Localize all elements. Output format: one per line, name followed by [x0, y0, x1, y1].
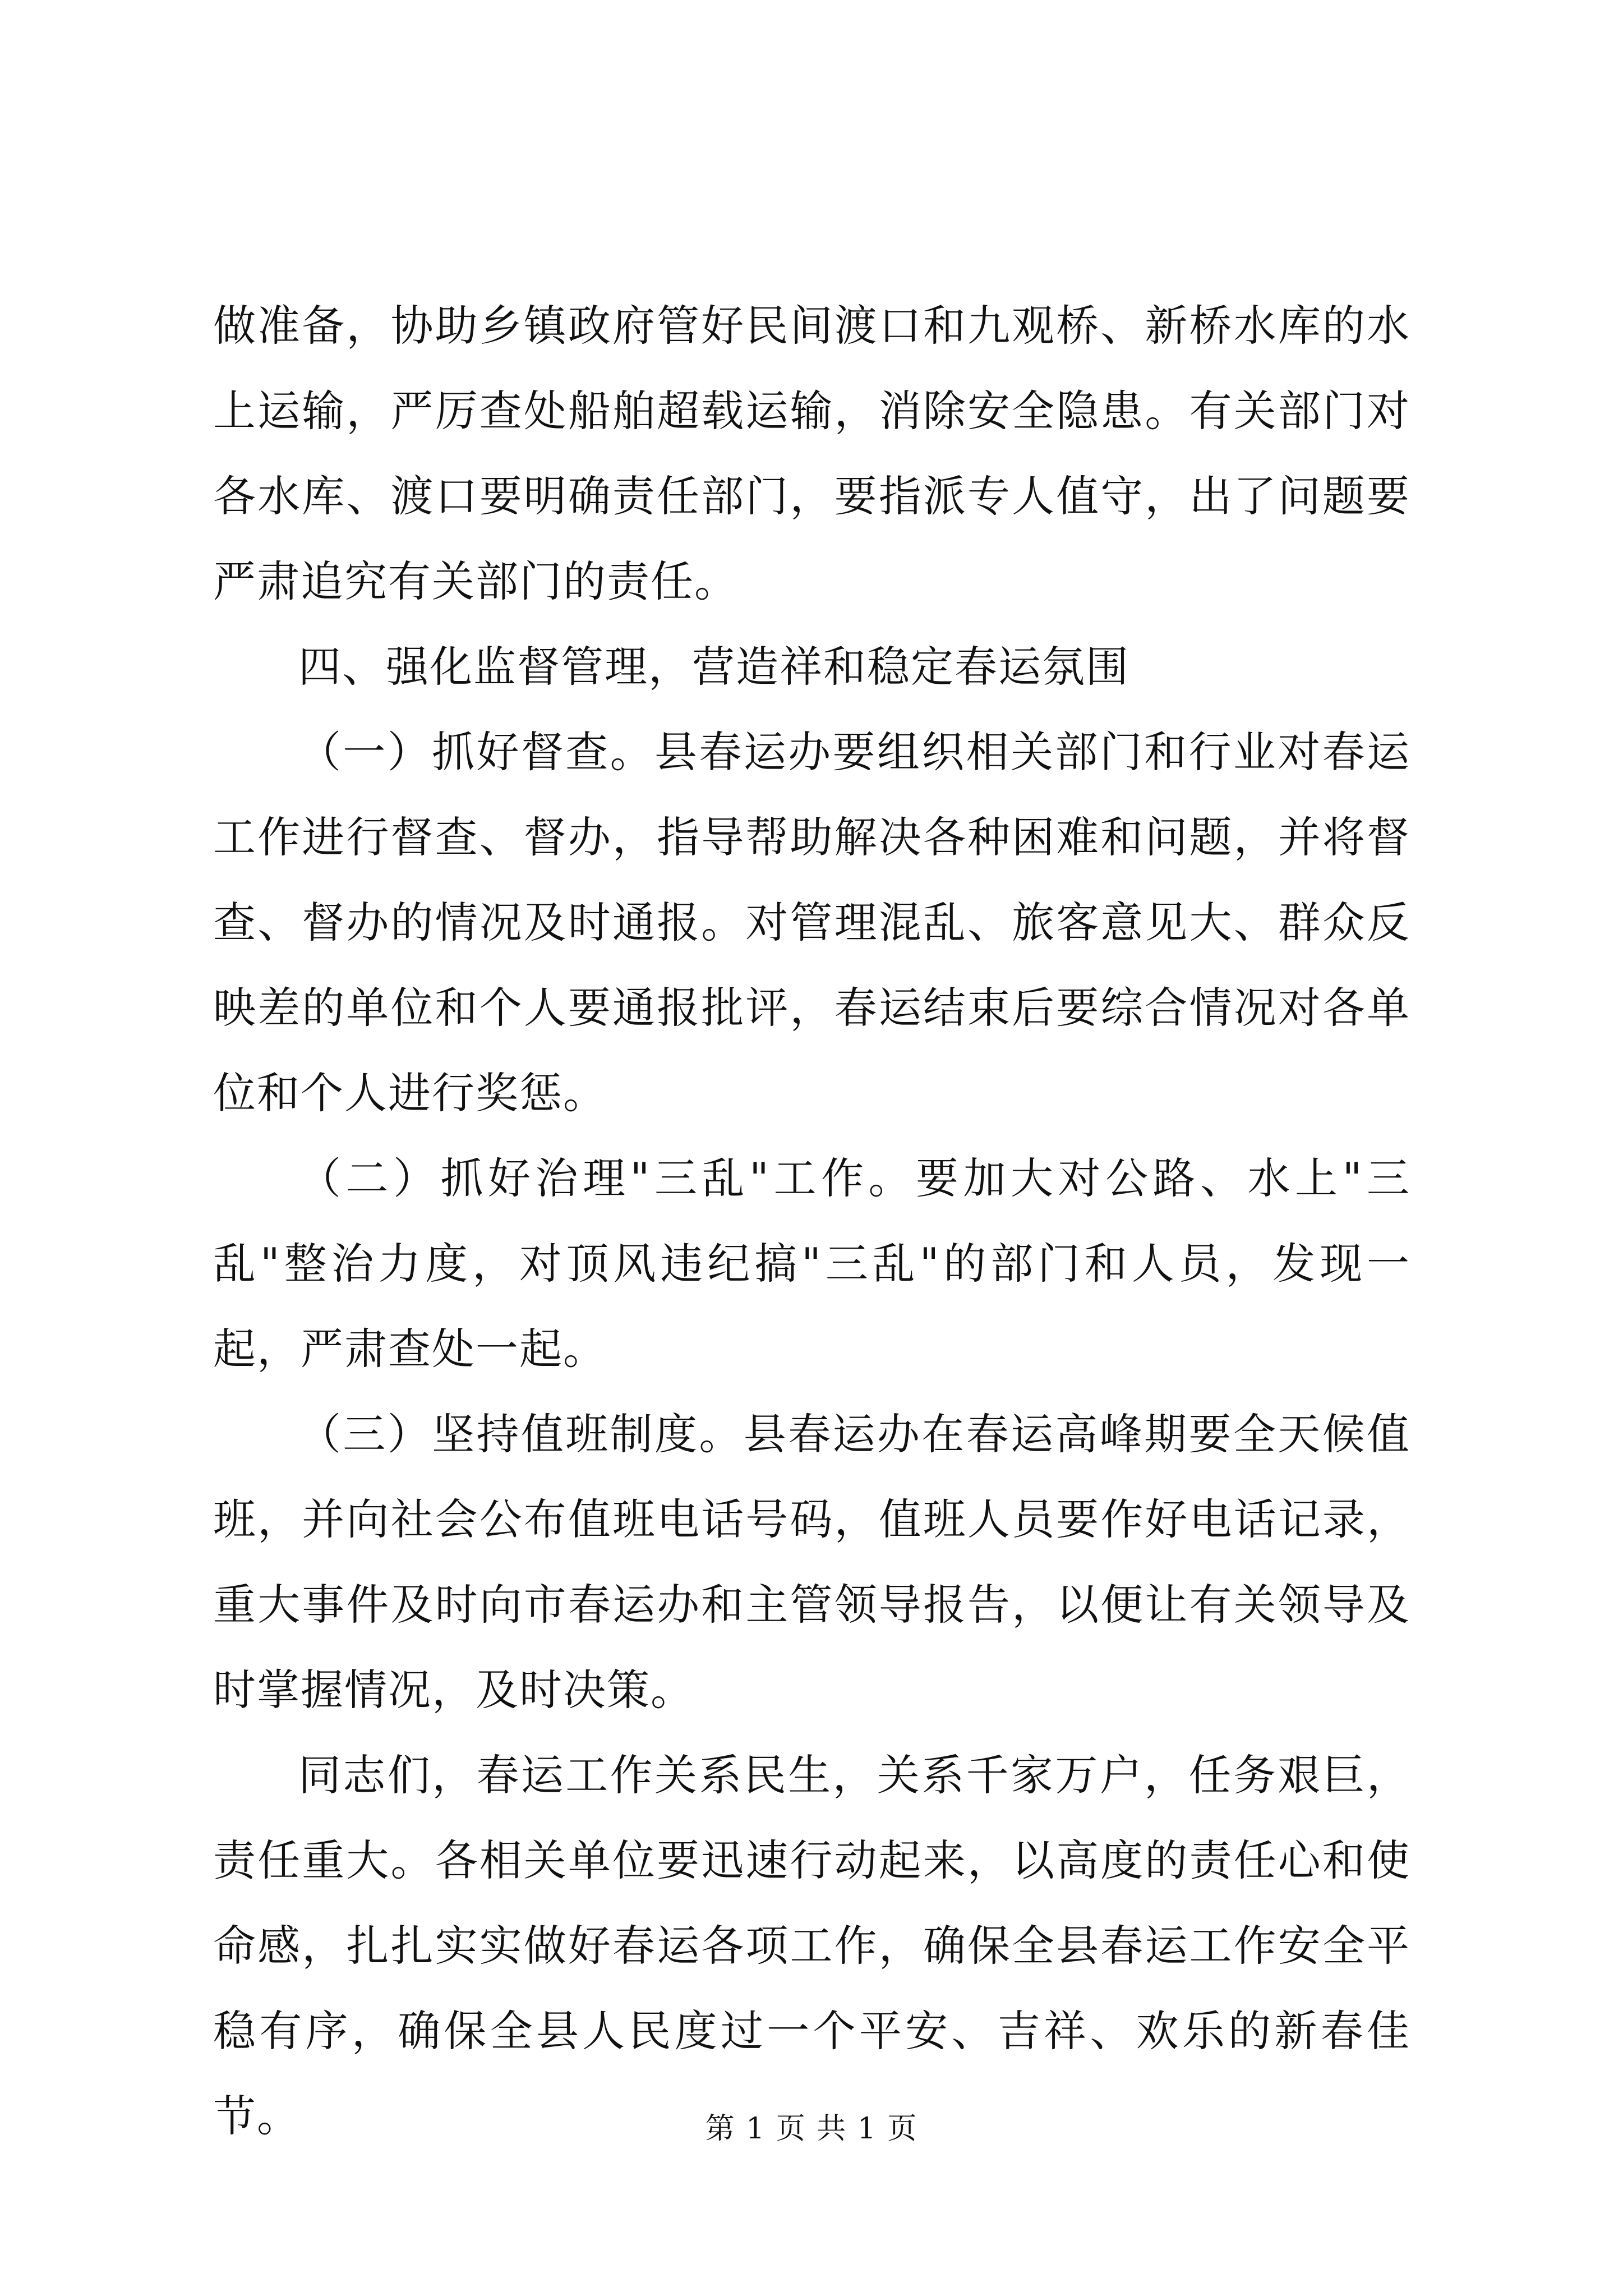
paragraph-duty-system: （三）坚持值班制度。县春运办在春运高峰期要全天候值班，并向社会公布值班电话号码，值班人员要作好电话记录，重大事件及时向市春运办和主管领导报告，以便让有关领导及时掌握情况，及时决策。 [213, 1409, 1410, 1715]
document-body [213, 283, 1410, 2159]
paragraph-continuation: 做准备，协助乡镇政府管好民间渡口和九观桥、新桥水库的水上运输，严厉查处船舶超载运输，消除安全隐患。有关部门对各水库、渡口要明确责任部门，要指派专人值守，出了问题要严肃追究有关部门的责任。 [213, 301, 1410, 606]
paragraph-closing: 同志们，春运工作关系民生，关系千家万户，任务艰巨，责任重大。各相关单位要迅速行动起来，以高度的责任心和使命感，扎扎实实做好春运各项工作，确保全县春运工作安全平稳有序，确保全县人民度过一个平安、吉祥、欢乐的新春佳节。 [213, 1750, 1410, 2141]
section-heading: 四、强化监督管理，营造祥和稳定春运氛围 [298, 642, 1129, 692]
paragraph-three-chaos: （二）抓好治理"三乱"工作。要加大对公路、水上"三乱"整治力度，对顶风违纪搞"三乱"的部门和人员，发现一起，严肃查处一起。 [213, 1153, 1410, 1374]
paragraph-supervision: （一）抓好督查。县春运办要组织相关部门和行业对春运工作进行督查、督办，指导帮助解决各种困难和问题，并将督查、督办的情况及时通报。对管理混乱、旅客意见大、群众反映差的单位和个人要通报批评，春运结束后要综合情况对各单位和个人进行奖惩。 [213, 727, 1410, 1118]
page-footer: 第 1 页 共 1 页 [705, 2112, 918, 2146]
